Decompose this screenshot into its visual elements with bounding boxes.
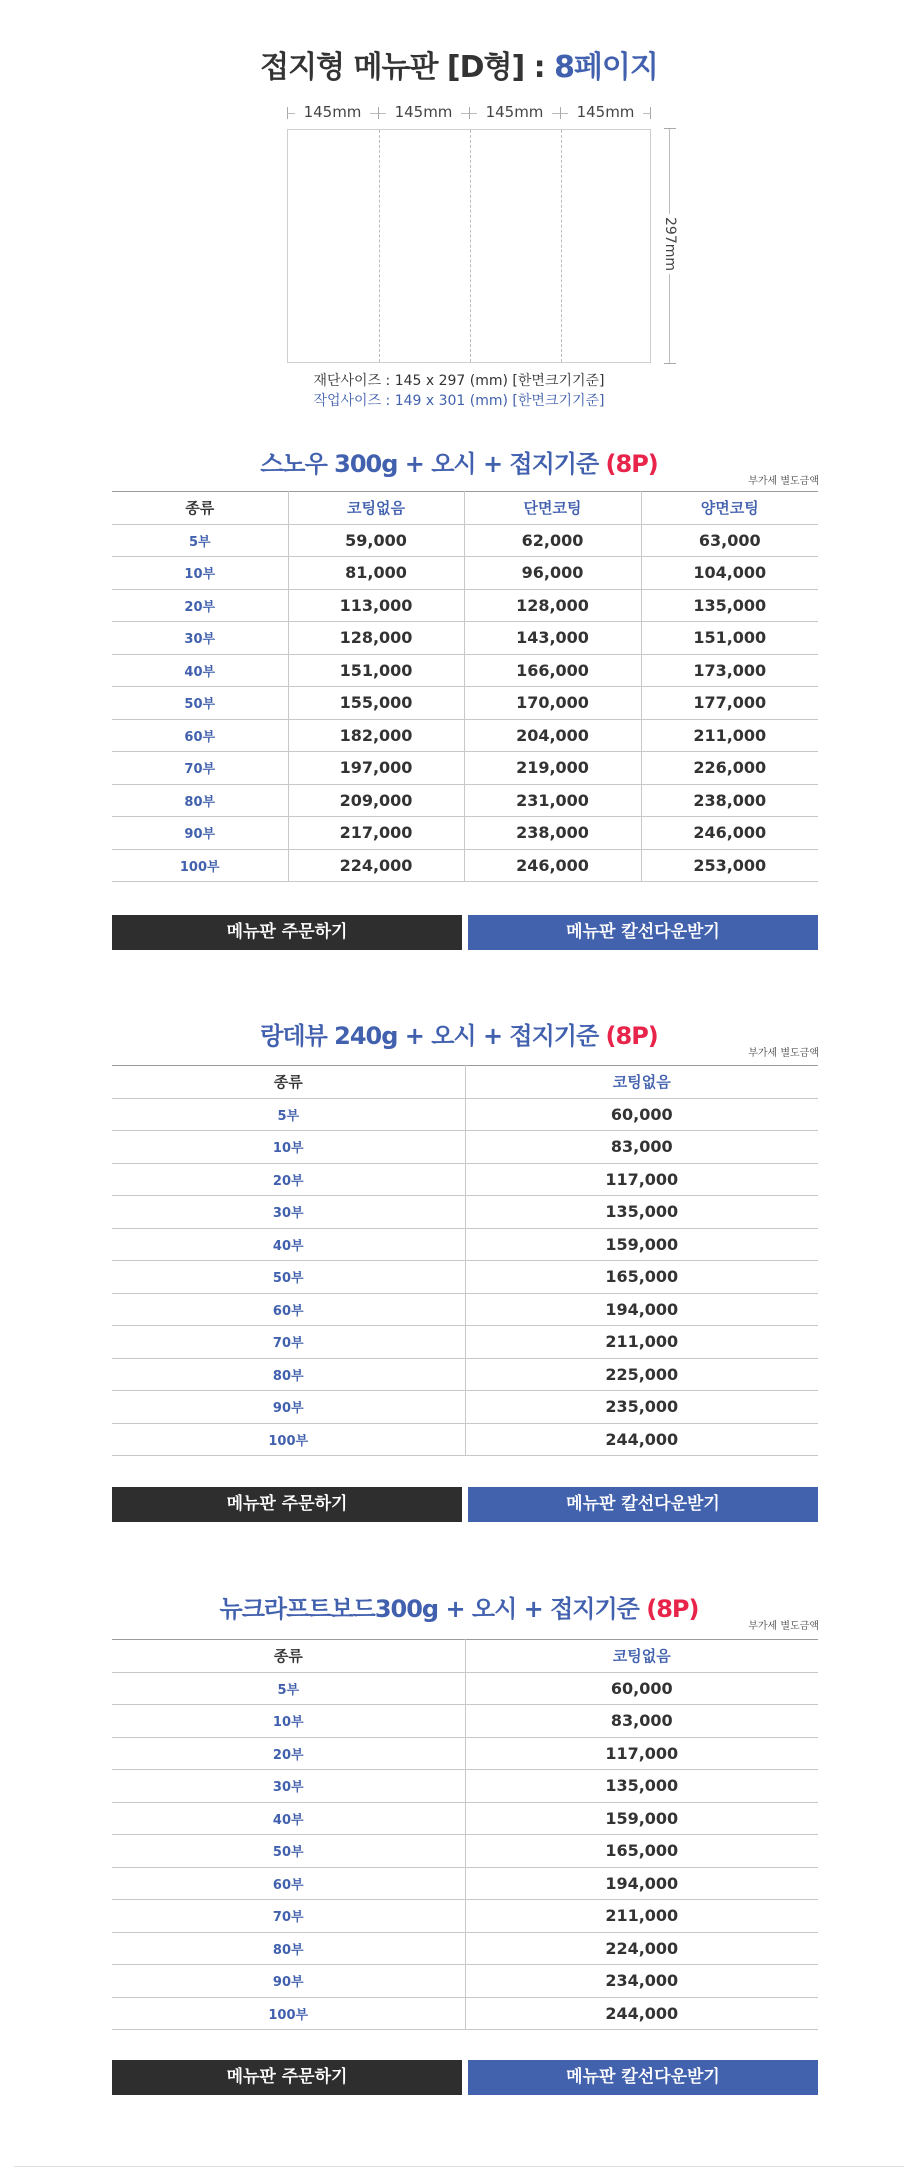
price-cell: 246,000	[464, 849, 641, 882]
quantity-cell: 20부	[112, 589, 288, 622]
quantity-cell: 100부	[112, 1423, 465, 1456]
price-cell: 231,000	[464, 784, 641, 817]
header-single-coating: 단면코팅	[464, 492, 641, 525]
section-buttons	[112, 2060, 818, 2095]
price-cell: 113,000	[288, 589, 464, 622]
cut-size-text: 재단사이즈 : 145 x 297 (mm) [한면크기기준]	[313, 373, 605, 389]
table-row	[112, 1261, 818, 1294]
quantity-cell: 70부	[112, 1900, 465, 1933]
quantity-cell: 40부	[112, 1802, 465, 1835]
quantity-cell: 90부	[112, 817, 288, 850]
page-title-prefix: 접지형 메뉴판 [D형] :	[260, 50, 555, 85]
table-row	[112, 784, 818, 817]
quantity-cell: 40부	[112, 654, 288, 687]
price-cell: 60,000	[465, 1098, 818, 1131]
table-row	[112, 817, 818, 850]
price-cell: 63,000	[641, 524, 818, 557]
dimension-tick	[560, 107, 561, 119]
table-row	[112, 524, 818, 557]
table-row	[112, 1867, 818, 1900]
price-cell: 211,000	[641, 719, 818, 752]
section-title-tag: (8P)	[605, 1022, 658, 1050]
table-row	[112, 1705, 818, 1738]
quantity-cell: 30부	[112, 1196, 465, 1229]
price-cell: 83,000	[465, 1705, 818, 1738]
order-menu-button[interactable]: 메뉴판 주문하기	[112, 2060, 462, 2095]
price-cell: 60,000	[465, 1672, 818, 1705]
price-cell: 135,000	[641, 589, 818, 622]
table-row	[112, 654, 818, 687]
download-dieline-button[interactable]: 메뉴판 칼선다운받기	[468, 1487, 818, 1522]
price-cell: 81,000	[288, 557, 464, 590]
price-cell: 117,000	[465, 1163, 818, 1196]
vat-note: 부가세 별도금액	[748, 476, 819, 487]
vat-note: 부가세 별도금액	[748, 1621, 819, 1632]
table-row	[112, 752, 818, 785]
download-dieline-button[interactable]: 메뉴판 칼선다운받기	[468, 915, 818, 950]
price-cell: 59,000	[288, 524, 464, 557]
table-row	[112, 557, 818, 590]
price-cell: 173,000	[641, 654, 818, 687]
section-title-text: 뉴크라프트보드300g + 오시 + 접지기준	[219, 1595, 647, 1623]
price-cell: 238,000	[641, 784, 818, 817]
price-table-snow	[112, 491, 818, 882]
page-title	[0, 42, 918, 86]
price-cell: 197,000	[288, 752, 464, 785]
quantity-cell: 40부	[112, 1228, 465, 1261]
download-dieline-button[interactable]: 메뉴판 칼선다운받기	[468, 2060, 818, 2095]
menu-sheet-diagram	[287, 129, 651, 363]
price-cell: 177,000	[641, 687, 818, 720]
price-cell: 224,000	[288, 849, 464, 882]
quantity-cell: 30부	[112, 622, 288, 655]
dimension-tick	[469, 107, 470, 119]
table-row	[112, 1737, 818, 1770]
price-cell: 253,000	[641, 849, 818, 882]
price-table-rendezvous	[112, 1065, 818, 1456]
height-dimension	[660, 128, 680, 364]
order-menu-button[interactable]: 메뉴판 주문하기	[112, 1487, 462, 1522]
quantity-cell: 60부	[112, 1293, 465, 1326]
header-no-coating: 코팅없음	[465, 1640, 818, 1673]
header-no-coating: 코팅없음	[465, 1066, 818, 1099]
section-buttons	[112, 915, 818, 950]
table-row	[112, 1391, 818, 1424]
table-row	[112, 719, 818, 752]
quantity-cell: 5부	[112, 1672, 465, 1705]
price-cell: 224,000	[465, 1932, 818, 1965]
price-cell: 165,000	[465, 1835, 818, 1868]
price-cell: 194,000	[465, 1867, 818, 1900]
table-row	[112, 1423, 818, 1456]
dimension-label: 145mm	[386, 102, 461, 122]
table-header-row	[112, 1066, 818, 1099]
quantity-cell: 50부	[112, 687, 288, 720]
price-cell: 128,000	[464, 589, 641, 622]
table-row	[112, 1293, 818, 1326]
table-row	[112, 622, 818, 655]
quantity-cell: 10부	[112, 557, 288, 590]
section-title-tag: (8P)	[646, 1595, 699, 1623]
price-cell: 204,000	[464, 719, 641, 752]
quantity-cell: 20부	[112, 1163, 465, 1196]
price-cell: 194,000	[465, 1293, 818, 1326]
width-dimensions	[287, 102, 651, 122]
quantity-cell: 80부	[112, 1358, 465, 1391]
quantity-cell: 60부	[112, 719, 288, 752]
quantity-cell: 80부	[112, 784, 288, 817]
dimension-label: 145mm	[568, 102, 643, 122]
quantity-cell: 100부	[112, 1997, 465, 2030]
header-double-coating: 양면코팅	[641, 492, 818, 525]
price-cell: 117,000	[465, 1737, 818, 1770]
price-cell: 170,000	[464, 687, 641, 720]
header-kind: 종류	[112, 1640, 465, 1673]
price-cell: 151,000	[641, 622, 818, 655]
quantity-cell: 70부	[112, 752, 288, 785]
dimension-tick	[378, 107, 379, 119]
price-cell: 128,000	[288, 622, 464, 655]
table-row	[112, 1965, 818, 1998]
quantity-cell: 70부	[112, 1326, 465, 1359]
quantity-cell: 100부	[112, 849, 288, 882]
page-title-accent: 8페이지	[554, 50, 658, 85]
price-cell: 244,000	[465, 1997, 818, 2030]
fold-line	[379, 130, 380, 362]
section-title-text: 스노우 300g + 오시 + 접지기준	[260, 450, 606, 478]
quantity-cell: 5부	[112, 1098, 465, 1131]
price-cell: 209,000	[288, 784, 464, 817]
table-row	[112, 1196, 818, 1229]
dimension-tick	[664, 363, 676, 364]
price-cell: 159,000	[465, 1228, 818, 1261]
price-cell: 135,000	[465, 1196, 818, 1229]
table-row	[112, 1672, 818, 1705]
price-cell: 166,000	[464, 654, 641, 687]
dimension-label: 145mm	[477, 102, 552, 122]
height-label: 297mm	[659, 214, 681, 274]
vat-note: 부가세 별도금액	[748, 1048, 819, 1059]
price-cell: 159,000	[465, 1802, 818, 1835]
price-cell: 211,000	[465, 1326, 818, 1359]
table-row	[112, 1326, 818, 1359]
price-cell: 135,000	[465, 1770, 818, 1803]
quantity-cell: 10부	[112, 1131, 465, 1164]
price-cell: 226,000	[641, 752, 818, 785]
price-cell: 83,000	[465, 1131, 818, 1164]
table-row	[112, 1770, 818, 1803]
quantity-cell: 90부	[112, 1391, 465, 1424]
price-cell: 182,000	[288, 719, 464, 752]
quantity-cell: 10부	[112, 1705, 465, 1738]
header-kind: 종류	[112, 492, 288, 525]
price-cell: 219,000	[464, 752, 641, 785]
table-row	[112, 1228, 818, 1261]
fold-line	[470, 130, 471, 362]
quantity-cell: 50부	[112, 1835, 465, 1868]
table-header-row	[112, 492, 818, 525]
quantity-cell: 30부	[112, 1770, 465, 1803]
section-title-text: 랑데뷰 240g + 오시 + 접지기준	[260, 1022, 606, 1050]
table-header-row	[112, 1640, 818, 1673]
quantity-cell: 20부	[112, 1737, 465, 1770]
table-row	[112, 589, 818, 622]
header-kind: 종류	[112, 1066, 465, 1099]
table-row	[112, 1358, 818, 1391]
table-row	[112, 1163, 818, 1196]
bottom-divider	[14, 2166, 904, 2167]
price-cell: 235,000	[465, 1391, 818, 1424]
price-table-newkraft	[112, 1639, 818, 2030]
price-cell: 151,000	[288, 654, 464, 687]
price-cell: 225,000	[465, 1358, 818, 1391]
price-cell: 244,000	[465, 1423, 818, 1456]
quantity-cell: 80부	[112, 1932, 465, 1965]
header-no-coating: 코팅없음	[288, 492, 464, 525]
price-cell: 211,000	[465, 1900, 818, 1933]
table-row	[112, 1835, 818, 1868]
price-cell: 155,000	[288, 687, 464, 720]
table-row	[112, 1997, 818, 2030]
quantity-cell: 50부	[112, 1261, 465, 1294]
table-row	[112, 1131, 818, 1164]
price-cell: 165,000	[465, 1261, 818, 1294]
price-cell: 104,000	[641, 557, 818, 590]
price-cell: 217,000	[288, 817, 464, 850]
table-row	[112, 1900, 818, 1933]
dimension-tick	[664, 128, 676, 129]
price-cell: 96,000	[464, 557, 641, 590]
price-cell: 143,000	[464, 622, 641, 655]
order-menu-button[interactable]: 메뉴판 주문하기	[112, 915, 462, 950]
price-cell: 238,000	[464, 817, 641, 850]
dimension-tick	[650, 107, 651, 119]
price-cell: 62,000	[464, 524, 641, 557]
quantity-cell: 5부	[112, 524, 288, 557]
table-row	[112, 687, 818, 720]
dimension-label: 145mm	[295, 102, 370, 122]
table-row	[112, 1932, 818, 1965]
fold-line	[561, 130, 562, 362]
quantity-cell: 90부	[112, 1965, 465, 1998]
dimension-tick	[287, 107, 288, 119]
work-size-text: 작업사이즈 : 149 x 301 (mm) [한면크기기준]	[313, 393, 605, 409]
price-cell: 246,000	[641, 817, 818, 850]
price-cell: 234,000	[465, 1965, 818, 1998]
table-row	[112, 849, 818, 882]
quantity-cell: 60부	[112, 1867, 465, 1900]
section-title-tag: (8P)	[605, 450, 658, 478]
section-buttons	[112, 1487, 818, 1522]
table-row	[112, 1098, 818, 1131]
table-row	[112, 1802, 818, 1835]
